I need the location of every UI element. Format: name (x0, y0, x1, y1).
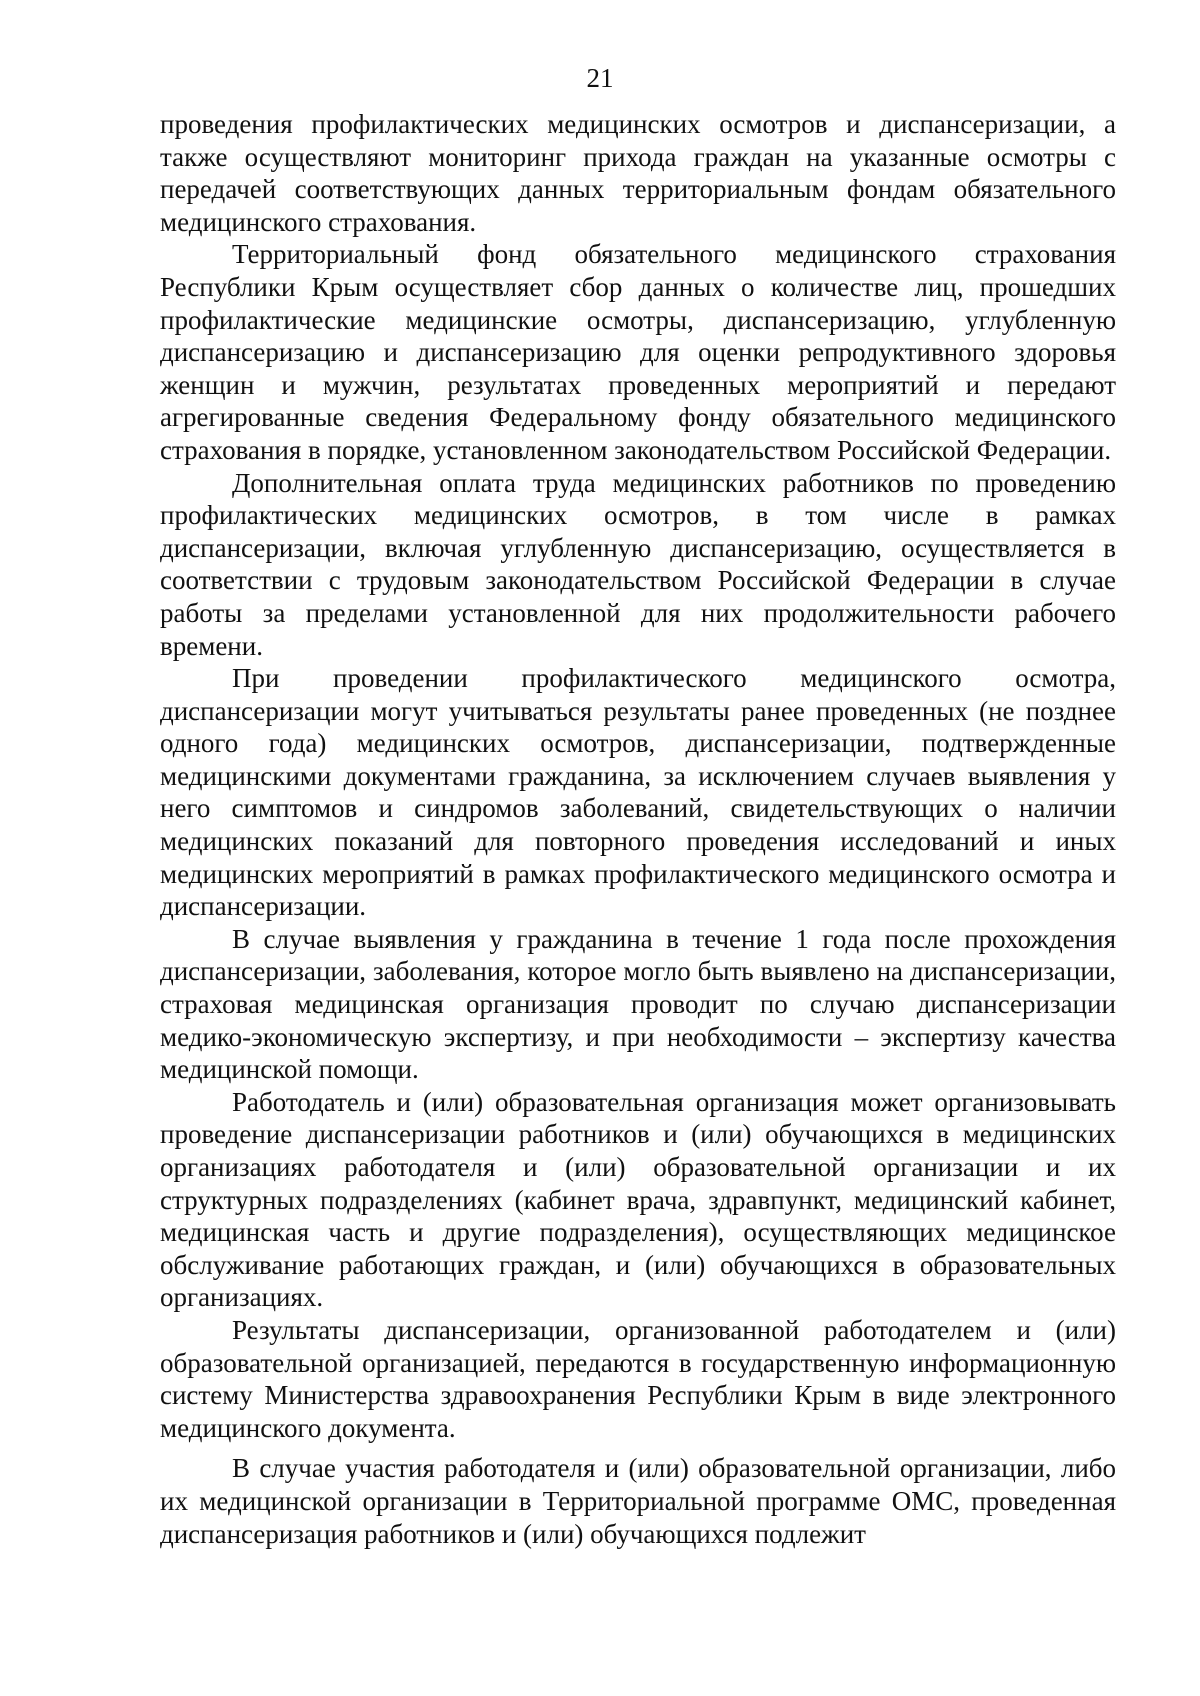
paragraph-disease-detection: В случае выявления у гражданина в течение 1 года после прохождения диспансеризации, заболевания, которое могло быть выявлено на диспансеризации, страховая медицинская организация проводит по случаю диспансеризации медико-экономическую экспертизу, и при необходимости – экспертизу качества медицинской помощи. (160, 923, 1116, 1085)
paragraph-results-transfer: Результаты диспансеризации, организованной работодателем и (или) образовательной организацией, передаются в государственную информационную систему Министерства здравоохранения Республики Крым в виде электронного медицинского документа. (160, 1314, 1116, 1443)
paragraph-continuation: проведения профилактических медицинских осмотров и диспансеризации, а также осуществляют мониторинг прихода граждан на указанные осмотры с передачей соответствующих данных территориальным фондам обязательного медицинского страхования. (160, 109, 1116, 237)
paragraph-previous-results: При проведении профилактического медицинского осмотра, диспансеризации могут учитываться результаты ранее проведенных (не позднее одного года) медицинских осмотров, диспансеризации, подтвержденные медицинскими документами гражданина, за исключением случаев выявления у него симптомов и синдромов заболеваний, свидетельствующих о наличии медицинских показаний для повторного проведения исследований и иных медицинских мероприятий в рамках профилактического медицинского осмотра и диспансеризации. (160, 663, 1116, 922)
paragraph-territorial-fund: Территориальный фонд обязательного медицинского страхования Республики Крым осуществляет сбор данных о количестве лиц, прошедших профилактические медицинские осмотры, диспансеризацию, углубленную диспансеризацию и диспансеризацию для оценки репродуктивного здоровья женщин и мужчин, результатах проведенных мероприятий и передают агрегированные сведения Федеральному фонду обязательного медицинского страхования в порядке, установленном законодательством Российской Федерации. (160, 239, 1116, 465)
document-body (160, 108, 1116, 1550)
paragraph-oms-participation: В случае участия работодателя и (или) образовательной организации, либо их медицинской организации в Территориальной программе ОМС, проведенная диспансеризация работников и (или) обучающихся подлежит (160, 1453, 1116, 1549)
page-number: 21 (586, 63, 614, 93)
paragraph-employer-organization: Работодатель и (или) образовательная организация может организовывать проведение диспансеризации работников и (или) обучающихся в медицинских организациях работодателя и (или) образовательной организации и их структурных подразделениях (кабинет врача, здравпункт, медицинский кабинет, медицинская часть и другие подразделения), осуществляющих медицинское обслуживание работающих граждан, и (или) обучающихся в образовательных организациях. (160, 1086, 1116, 1313)
paragraph-additional-payment: Дополнительная оплата труда медицинских работников по проведению профилактических медицинских осмотров, в том числе в рамках диспансеризации, включая углубленную диспансеризацию, осуществляется в соответствии с трудовым законодательством Российской Федерации в случае работы за пределами установленной для них продолжительности рабочего времени. (160, 467, 1116, 661)
